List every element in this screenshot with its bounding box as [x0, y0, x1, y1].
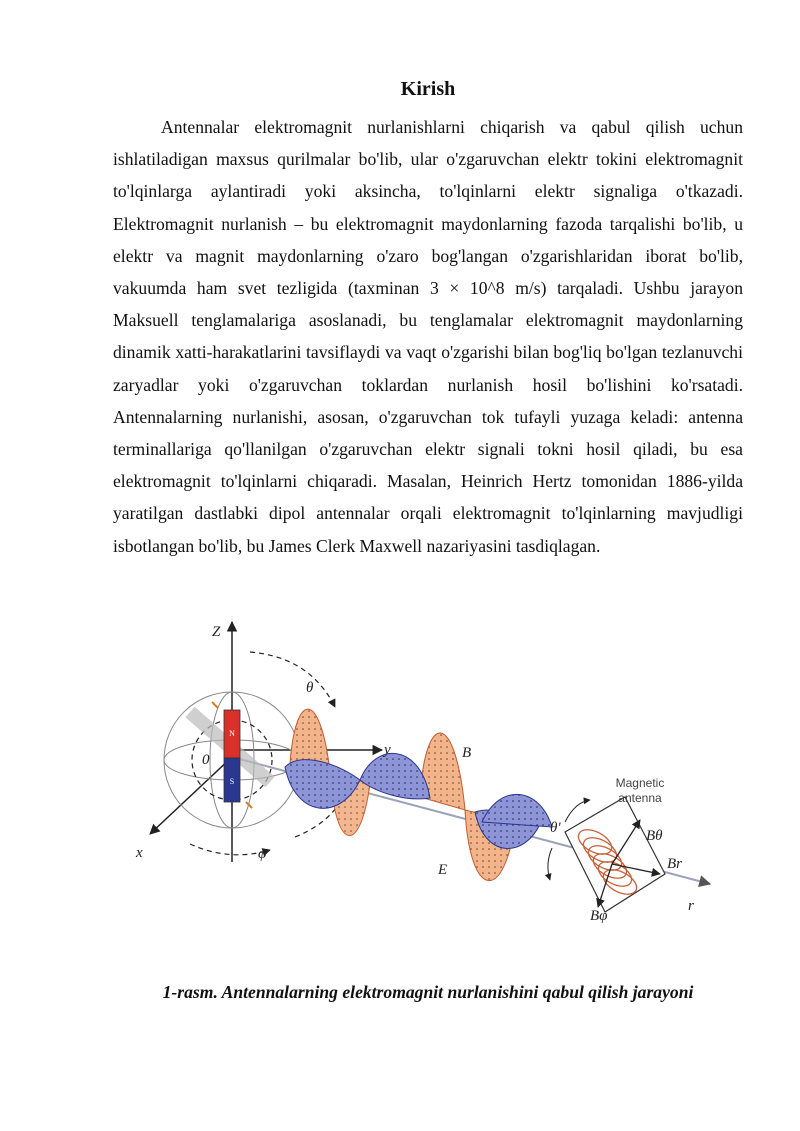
b-r-label: Br [667, 856, 682, 872]
intro-paragraph: Antennalar elektromagnit nurlanishlarni chiqarish va qabul qilish uchun ishlatiladigan maxsus qurilmalar bo'lib, ular o'zgaruvchan elektr tokini elektromagnit to'lqinlarga aylantiradi yoki aksincha, to'lqinlarni elektr signaliga o'tkazadi. Elektromagnit nurlanish – bu elektromagnit maydonlarning fazoda tarqalishi bo'lib, u elektr va magnit maydonlarning o'zaro bog'langan o'zgarishlaridan iborat bo'lib, vakuumda ham svet tezligida (taxminan 3 × 10^8 m/s) tarqaladi. Ushbu jarayon Maksuell tenglamalariga asoslanadi, bu tenglamalar elektromagnit maydonlarning dinamik xatti-harakatlarini tavsiflaydi va vaqt o'zgarishi bilan bog'liq bo'lgan tezlanuvchi zaryadlar yoki o'zgaruvchan toklardan nurlanish hosil bo'lishini ko'rsatadi. Antennalarning nurlanishi, asosan, o'zgaruvchan tok tufayli yuzaga keladi: antenna terminallariga qo'llanilgan o'zgaruvchan elektr signali tokni hosil qiladi, bu esa elektromagnit to'lqinlarni chiqaradi. Masalan, Heinrich Hertz tomonidan 1886-yilda yaratilgan dastlabki dipol antennalar orqali elektromagnit to'lqinlarning mavjudligi isbotlangan bo'lib, bu James Clerk Maxwell nazariyasini tasdiqlagan. [113, 117, 743, 556]
z-axis-label: Z [212, 624, 221, 640]
r-axis-label: r [688, 898, 694, 914]
magnetic-antenna-label-2: antenna [618, 791, 662, 805]
figure-caption: 1-rasm. Antennalarning elektromagnit nurlanishini qabul qilish jarayoni [162, 982, 694, 1002]
theta-arc-icon [250, 652, 335, 707]
north-pole-label: N [229, 729, 235, 738]
x-axis [150, 757, 235, 834]
origin-label: 0 [202, 752, 210, 768]
b-field-wave [285, 753, 552, 848]
theta-label: θ [306, 680, 314, 696]
em-radiation-figure [120, 612, 720, 942]
b-field-label: B [462, 745, 472, 761]
theta-prime-label: θ' [550, 820, 561, 836]
south-pole-label: S [229, 777, 235, 786]
b-phi-label: Bφ [590, 908, 608, 924]
magnetic-antenna-label-1: Magnetic [615, 776, 665, 790]
page-title: Kirish [400, 78, 456, 100]
phi-label: φ [258, 846, 267, 862]
b-theta-label: Bθ [646, 828, 663, 844]
e-field-label: E [438, 862, 448, 878]
magnetic-antenna-icon [548, 797, 665, 912]
x-axis-label: x [136, 845, 143, 861]
y-axis-label: y [384, 742, 391, 758]
